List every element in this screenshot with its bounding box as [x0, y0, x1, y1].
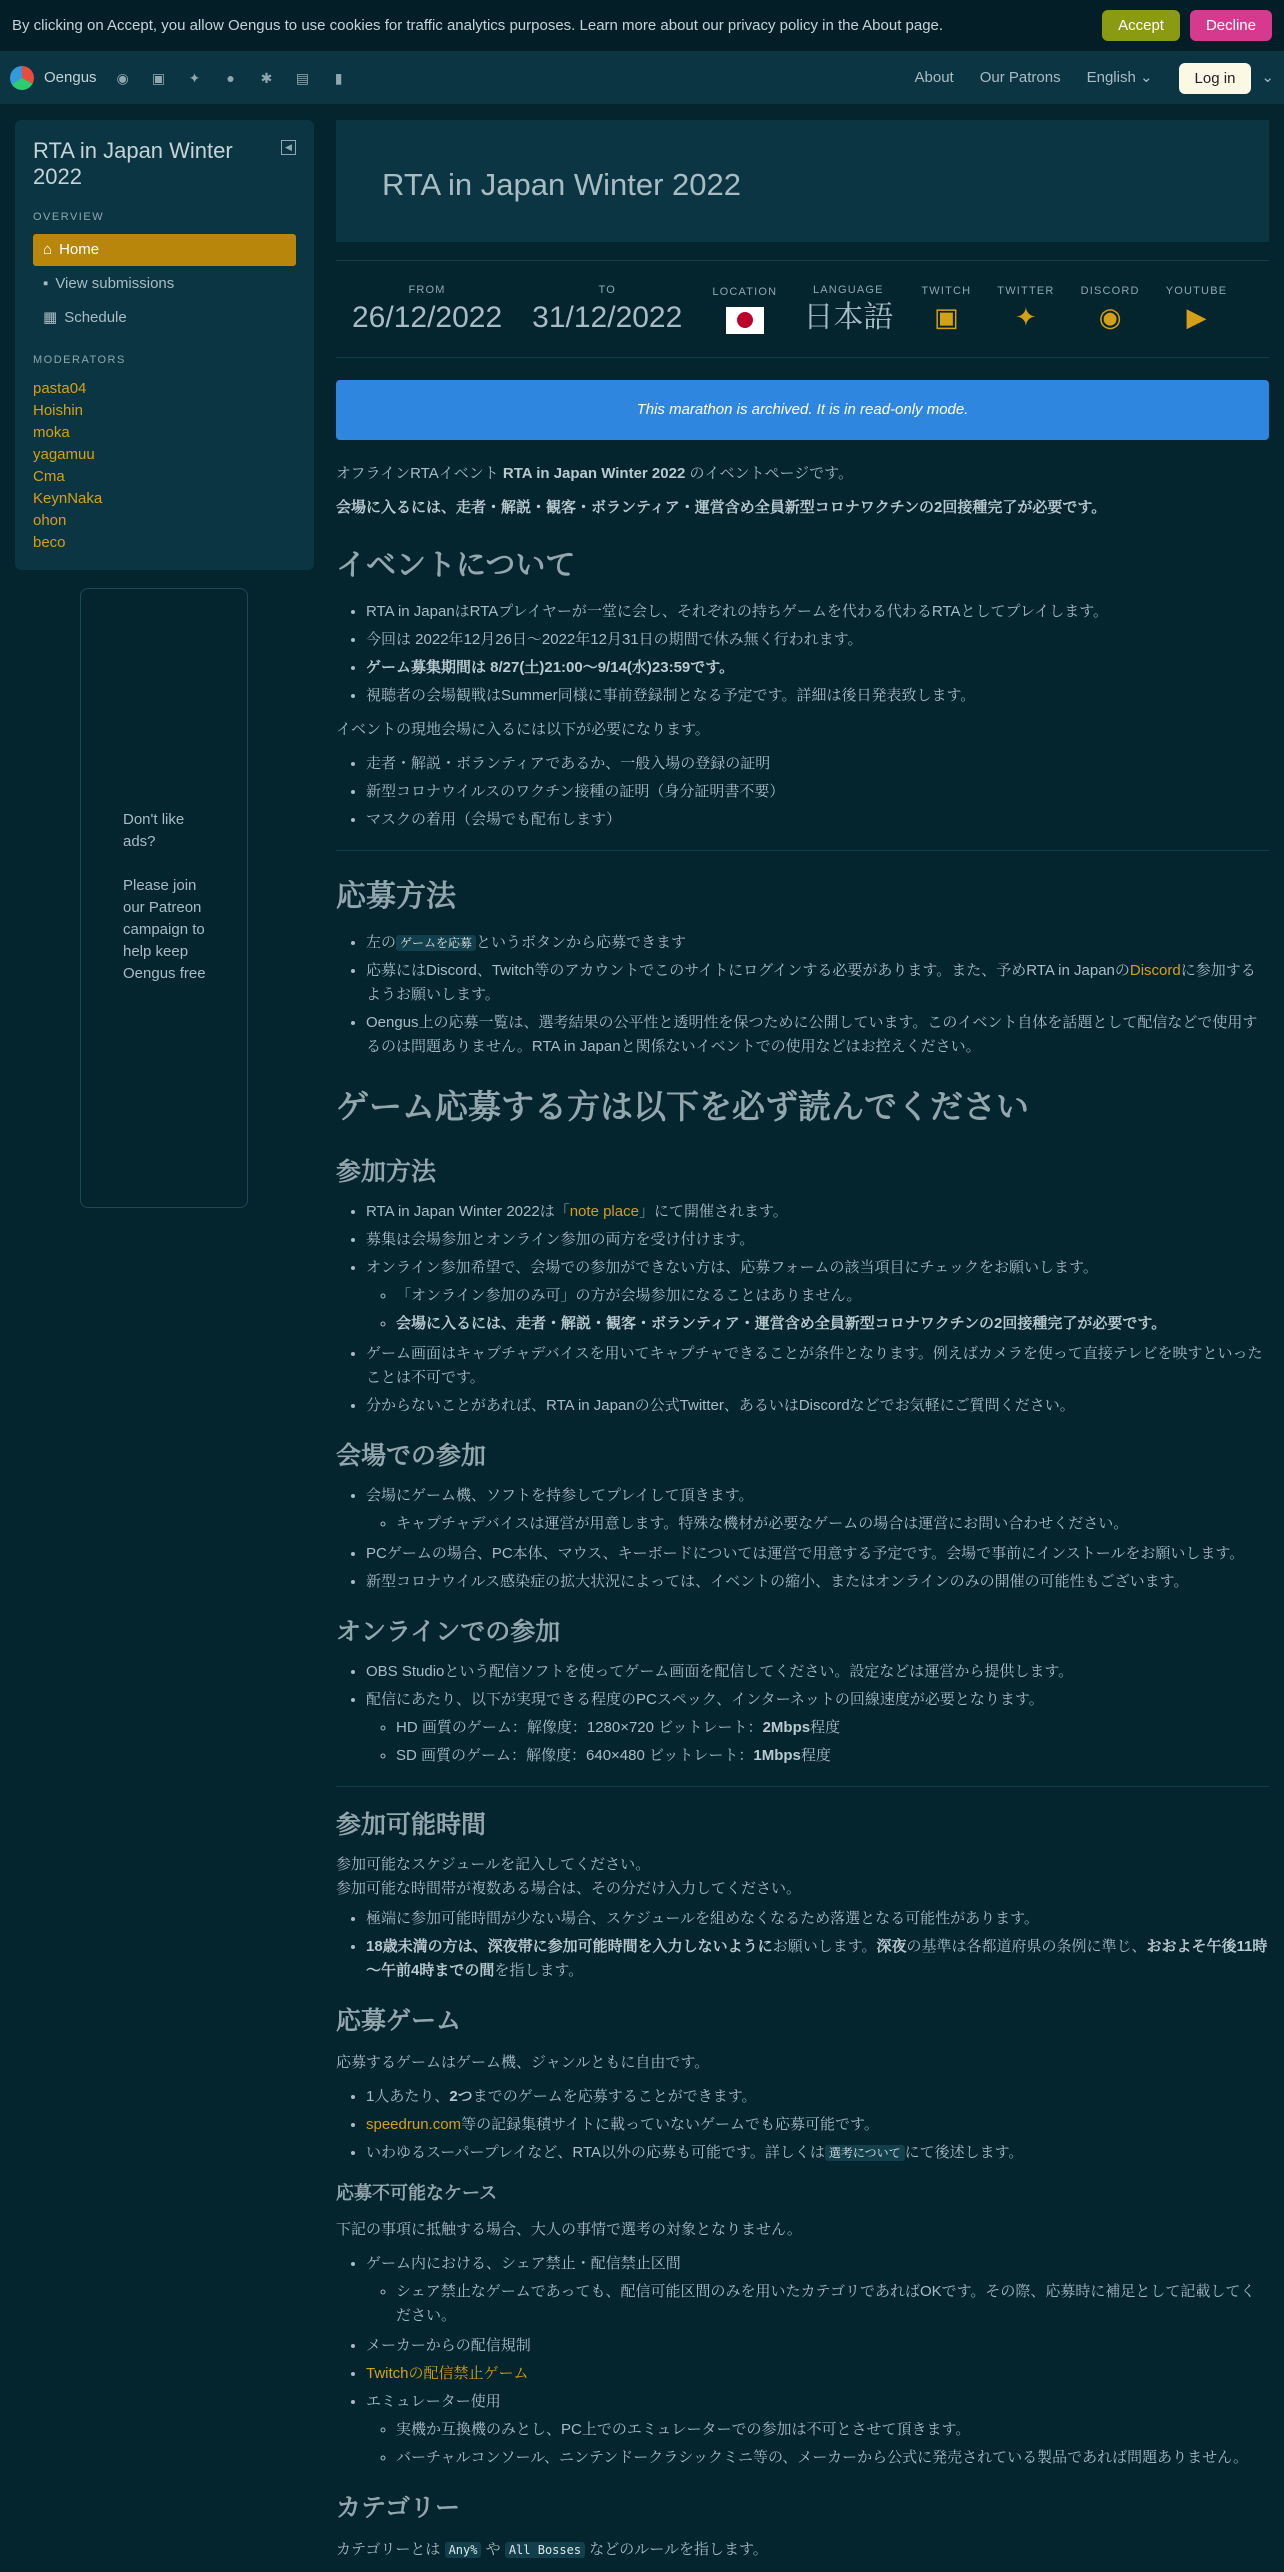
moderator-link[interactable]: beco — [33, 533, 66, 551]
moderator-link[interactable]: pasta04 — [33, 379, 87, 397]
about-link[interactable]: About — [914, 69, 954, 86]
chevron-down-icon: ⌄ — [1139, 69, 1153, 86]
patrons-link[interactable]: Our Patrons — [979, 69, 1061, 86]
part-text: RTA in Japan Winter 2022は「 — [366, 1202, 570, 1220]
list-item: • 分からないことがあれば、RTA in Japanの公式Twitter、あるいはDiscordなどでお気軽にご質問ください。 — [366, 1394, 1269, 1418]
list-item — [366, 2362, 1269, 2386]
sidebar-item-submissions[interactable] — [33, 268, 296, 300]
moderator-link[interactable]: ohon — [33, 511, 67, 529]
language-value: 日本語 — [803, 300, 894, 334]
sd-text: SD 画質のゲーム：解像度：640×480 ビットレート： — [396, 1746, 754, 1764]
list-item: • RTA in JapanはRTAプレイヤーが一堂に会し、それぞれの持ちゲームを代わる代わるRTAとしてプレイします。 — [366, 600, 1269, 624]
heading-event: イベントについて — [336, 549, 576, 582]
submit-game-code: ゲームを応募 — [396, 935, 476, 951]
marathon-title: RTA in Japan Winter 2022 — [33, 138, 233, 190]
apply-text: 応募にはDiscord、Twitch等のアカウントでこのサイトにログインする必要があります。また、予めRTA in Japanの — [366, 962, 1130, 979]
japan-flag-icon — [726, 307, 764, 334]
collapse-icon[interactable]: ◀ — [281, 140, 296, 155]
list-item: ◦ キャプチャデバイスは運営が用意します。特殊な機材が必要なゲームの場合は運営にお問い合わせください。 — [396, 1512, 1269, 1536]
login-button[interactable]: Log in — [1179, 63, 1252, 94]
brand-name[interactable]: Oengus — [44, 69, 97, 86]
hero — [336, 120, 1269, 242]
apply-text: というボタンから応募できます — [476, 934, 687, 951]
id-card-icon[interactable]: ▤ — [295, 70, 310, 86]
main-content — [336, 120, 1269, 2572]
vaccine-notice: 会場に入るには、走者・解説・観客・ボランティア・運営含め全員新型コロナワクチンの2回接種完了が必要です。 — [336, 499, 1107, 516]
minor-warning: 18歳未満の方は、深夜帯に参加可能時間を入力しないように — [366, 1937, 773, 1955]
to-date: 31/12/2022 — [532, 300, 683, 334]
list-item: ◦ 「オンライン参加のみ可」の方が会場参加になることはありません。 — [396, 1284, 1269, 1308]
late-night-hours: おおよそ午後11時～午前4時までの間 — [366, 1937, 1268, 1979]
ng-text: ゲーム内における、シェア禁止・配信禁止区間 — [366, 2254, 681, 2272]
list-item: • 新型コロナウイルスのワクチン接種の証明（身分証明書不要） — [366, 780, 1269, 804]
from-label: FROM — [408, 284, 446, 297]
intro-event-name: RTA in Japan Winter 2022 — [502, 465, 686, 482]
venue-text: 会場にゲーム機、ソフトを持参してプレイして頂きます。 — [366, 1486, 754, 1504]
calendar-icon: ▦ — [43, 309, 58, 327]
language-label: English — [1086, 69, 1136, 86]
venue-requirement: イベントの現地会場に入るには以下が必要になります。 — [336, 721, 710, 738]
list-item: • 視聴者の会場観戦はSummer同様に事前登録制となる予定です。詳細は後日発表致します。 — [366, 684, 1269, 708]
list-item — [366, 2390, 1269, 2470]
part-text: 」にて開催されます。 — [638, 1202, 788, 1220]
any-percent-code: Any% — [445, 2542, 482, 2558]
games-text: 応募するゲームはゲーム機、ジャンルともに自由です。 — [336, 2053, 710, 2071]
ng-text: エミュレーター使用 — [366, 2392, 501, 2410]
intro-text: オフラインRTAイベント — [336, 465, 503, 482]
part-text: オンライン参加希望で、会場での参加ができない方は、応募フォームの該当項目にチェックをお願いします。 — [366, 1258, 1098, 1276]
moderator-link[interactable]: Cma — [33, 467, 65, 485]
divider — [336, 1786, 1269, 1787]
list-item: • Oengus上の応募一覧は、選考結果の公平性と透明性を保つために公開しています。このイベント自体を話題として配信などで使用するのは問題ありません。RTA in Japanと関係ないイベントでの使用などはお控えください。 — [366, 1011, 1269, 1059]
heading-category: カテゴリー — [336, 2493, 461, 2522]
list-item — [396, 1744, 1269, 1768]
list-item — [366, 1200, 1269, 1224]
list-item: • 今回は 2022年12月26日～2022年12月31日の期間で休み無く行われます。 — [366, 628, 1269, 652]
time-text: お願いします。 — [772, 1937, 877, 1955]
twitch-banned-link[interactable]: Twitchの配信禁止ゲーム — [366, 2364, 529, 2382]
list-item: ◦ バーチャルコンソール、ニンテンドークラシックミニ等の、メーカーから公式に発売されている製品であれば問題ありません。 — [396, 2446, 1269, 2470]
list-item: • PCゲームの場合、PC本体、マウス、キーボードについては運営で用意する予定です。会場で事前にインストールをお願いします。 — [366, 1542, 1269, 1566]
sd-bitrate: 1Mbps — [753, 1746, 801, 1764]
apply-text: に参加するようお願いします。 — [366, 962, 1256, 1003]
hd-text: 程度 — [810, 1718, 841, 1736]
twitch-label: TWITCH — [921, 285, 972, 298]
list-item — [366, 1484, 1269, 1536]
heading-online: オンラインでの参加 — [336, 1617, 561, 1646]
ad-box — [80, 588, 248, 1208]
mastodon-icon[interactable]: ▣ — [151, 70, 166, 86]
sd-text: 程度 — [800, 1746, 831, 1764]
list-item: • 募集は会場参加とオンライン参加の両方を受け付けます。 — [366, 1228, 1269, 1252]
book-icon: ▪ — [43, 275, 49, 293]
decline-button[interactable]: Decline — [1190, 10, 1272, 41]
discord-label: DISCORD — [1080, 285, 1140, 298]
accept-button[interactable]: Accept — [1102, 10, 1180, 41]
late-night-label: 深夜 — [876, 1937, 907, 1955]
sidebar — [15, 120, 314, 570]
list-item: • メーカーからの配信規制 — [366, 2334, 1269, 2358]
youtube-icon[interactable]: ▶ — [1186, 301, 1207, 332]
cookie-message: By clicking on Accept, you allow Oengus to use cookies for traffic analytics purposes. Learn more about our privacy policy in the About page. — [12, 16, 944, 34]
sidebar-item-schedule[interactable] — [33, 302, 296, 334]
time-text: 参加可能なスケジュールを記入してください。 — [336, 1855, 651, 1873]
ng-text: 下記の事項に抵触する場合、大人の事情で選考の対象となりません。 — [336, 2220, 802, 2238]
time-text: の基準は各都道府県の条例に準じ、 — [906, 1937, 1147, 1955]
list-item — [366, 2252, 1269, 2328]
category-text: カテゴリーとは — [336, 2540, 445, 2558]
heading-must-read: ゲーム応募する方は以下を必ず読んでください — [336, 1088, 1029, 1125]
list-item — [366, 1688, 1269, 1768]
to-label: TO — [598, 284, 616, 297]
apply-text: 左の — [366, 934, 397, 951]
games-text: いわゆるスーパープレイなど、RTA以外の応募も可能です。詳しくは — [366, 2143, 825, 2161]
online-text: 配信にあたり、以下が実現できる程度のPCスペック、インターネットの回線速度が必要となります。 — [366, 1690, 1044, 1708]
heading-venue: 会場での参加 — [336, 1441, 487, 1470]
list-item: • 走者・解説・ボランティアであるか、一般入場の登録の証明 — [366, 752, 1269, 776]
twitter-icon[interactable]: ✦ — [188, 70, 201, 86]
cookie-banner — [0, 0, 1284, 52]
language-dropdown[interactable] — [1087, 66, 1153, 90]
category-text: などのルールを指します。 — [585, 2540, 768, 2558]
list-item — [366, 2085, 1269, 2109]
list-item — [366, 959, 1269, 1007]
description — [336, 462, 1269, 2562]
hd-text: HD 画質のゲーム：解像度：1280×720 ビットレート： — [396, 1718, 763, 1736]
sidebar-item-label: Schedule — [64, 309, 127, 327]
list-item — [366, 2113, 1269, 2137]
list-item: ゲーム募集期間は 8/27(土)21:00～9/14(水)23:59です。 — [366, 659, 735, 676]
from-date: 26/12/2022 — [352, 300, 503, 334]
twitter-icon[interactable]: ✦ — [1015, 301, 1037, 332]
moderators-label: MODERATORS — [33, 354, 126, 367]
heading-not-allowed: 応募不可能なケース — [336, 2182, 498, 2203]
info-row — [336, 260, 1269, 358]
patreon-icon[interactable]: ▮ — [334, 70, 343, 86]
moderator-link[interactable]: Hoishin — [33, 401, 84, 419]
sidebar-item-home[interactable] — [33, 234, 296, 266]
location-label: LOCATION — [712, 285, 778, 298]
heading-apply: 応募方法 — [336, 880, 456, 913]
page-title: RTA in Japan Winter 2022 — [382, 167, 741, 202]
list-item: ◦ シェア禁止なゲームであっても、配信可能区間のみを用いたカテゴリであればOKです。その際、応募時に補足として記載してください。 — [396, 2280, 1269, 2328]
moderator-link[interactable]: KeynNaka — [33, 489, 103, 507]
moderator-link[interactable]: yagamuu — [33, 445, 95, 463]
list-item: • マスクの着用（会場でも配布します） — [366, 808, 1269, 832]
list-item: • OBS Studioという配信ソフトを使ってゲーム画面を配信してください。設定などは運営から提供します。 — [366, 1660, 1269, 1684]
selection-code: 選考について — [825, 2145, 905, 2161]
hd-bitrate: 2Mbps — [762, 1718, 811, 1736]
list-item — [366, 2141, 1269, 2165]
list-item: ◦ 実機か互換機のみとし、PC上でのエミュレーターでの参加は不可とさせて頂きます。 — [396, 2418, 1269, 2442]
discord-icon[interactable]: ◉ — [116, 70, 129, 86]
bug-icon[interactable]: ✱ — [260, 70, 273, 86]
discord-icon[interactable]: ◉ — [1098, 301, 1122, 332]
time-text: を指します。 — [494, 1961, 584, 1979]
speedrun-link[interactable]: speedrun.com — [366, 2115, 462, 2133]
language-label: LANGUAGE — [812, 284, 884, 297]
social-links — [115, 70, 347, 86]
list-item: • 新型コロナウイルス感染症の拡大状況によっては、イベントの縮小、またはオンラインのみの開催の可能性もございます。 — [366, 1570, 1269, 1594]
github-icon[interactable]: ● — [226, 70, 235, 86]
list-item: • 極端に参加可能時間が少ない場合、スケジュールを組めなくなるため落選となる可能性があります。 — [366, 1907, 1269, 1931]
games-limit: 2つ — [449, 2087, 473, 2105]
games-text: 1人あたり、 — [366, 2087, 450, 2105]
ad-patreon-text[interactable]: Please join our Patreon campaign to help keep Oengus free — [123, 877, 206, 982]
list-item — [366, 1935, 1269, 1983]
note-place-link[interactable]: note place — [569, 1202, 639, 1220]
category-text: や — [481, 2540, 505, 2558]
moderator-link[interactable]: moka — [33, 423, 70, 441]
all-bosses-code: All Bosses — [505, 2542, 585, 2558]
twitter-label: TWITTER — [997, 285, 1055, 298]
chevron-down-icon[interactable]: ⌄ — [1261, 69, 1274, 86]
time-text: 参加可能な時間帯が複数ある場合は、その分だけ入力してください。 — [336, 1879, 802, 1897]
home-icon: ⌂ — [43, 241, 53, 259]
list-item — [396, 1716, 1269, 1740]
sidebar-item-label: View submissions — [55, 275, 175, 293]
sidebar-item-label: Home — [59, 241, 100, 259]
navbar — [0, 52, 1284, 104]
archived-notice: This marathon is archived. It is in read-only mode. — [336, 380, 1269, 440]
overview-label: OVERVIEW — [33, 210, 105, 223]
heading-time: 参加可能時間 — [336, 1810, 487, 1839]
twitch-icon[interactable]: ▣ — [934, 301, 959, 332]
list-item: • ゲーム画面はキャプチャデバイスを用いてキャプチャできることが条件となります。例えばカメラを使って直接テレビを映すといったことは不可です。 — [366, 1342, 1269, 1390]
oengus-logo[interactable] — [10, 66, 34, 90]
list-item — [366, 931, 1269, 955]
games-text: までのゲームを応募することができます。 — [472, 2087, 757, 2105]
divider — [336, 850, 1269, 851]
ad-headline: Don't like ads? — [123, 811, 185, 850]
youtube-label: YOUTUBE — [1165, 285, 1228, 298]
list-item: 会場に入るには、走者・解説・観客・ボランティア・運営含め全員新型コロナワクチンの2回接種完了が必要です。 — [396, 1314, 1167, 1332]
list-item — [366, 1256, 1269, 1336]
heading-games: 応募ゲーム — [336, 2006, 462, 2035]
discord-link[interactable]: Discord — [1129, 962, 1181, 979]
games-text: 等の記録集積サイトに載っていないゲームでも応募可能です。 — [461, 2115, 879, 2133]
heading-participation: 参加方法 — [336, 1157, 437, 1186]
intro-text: のイベントページです。 — [685, 465, 853, 482]
games-text: にて後述します。 — [904, 2143, 1024, 2161]
